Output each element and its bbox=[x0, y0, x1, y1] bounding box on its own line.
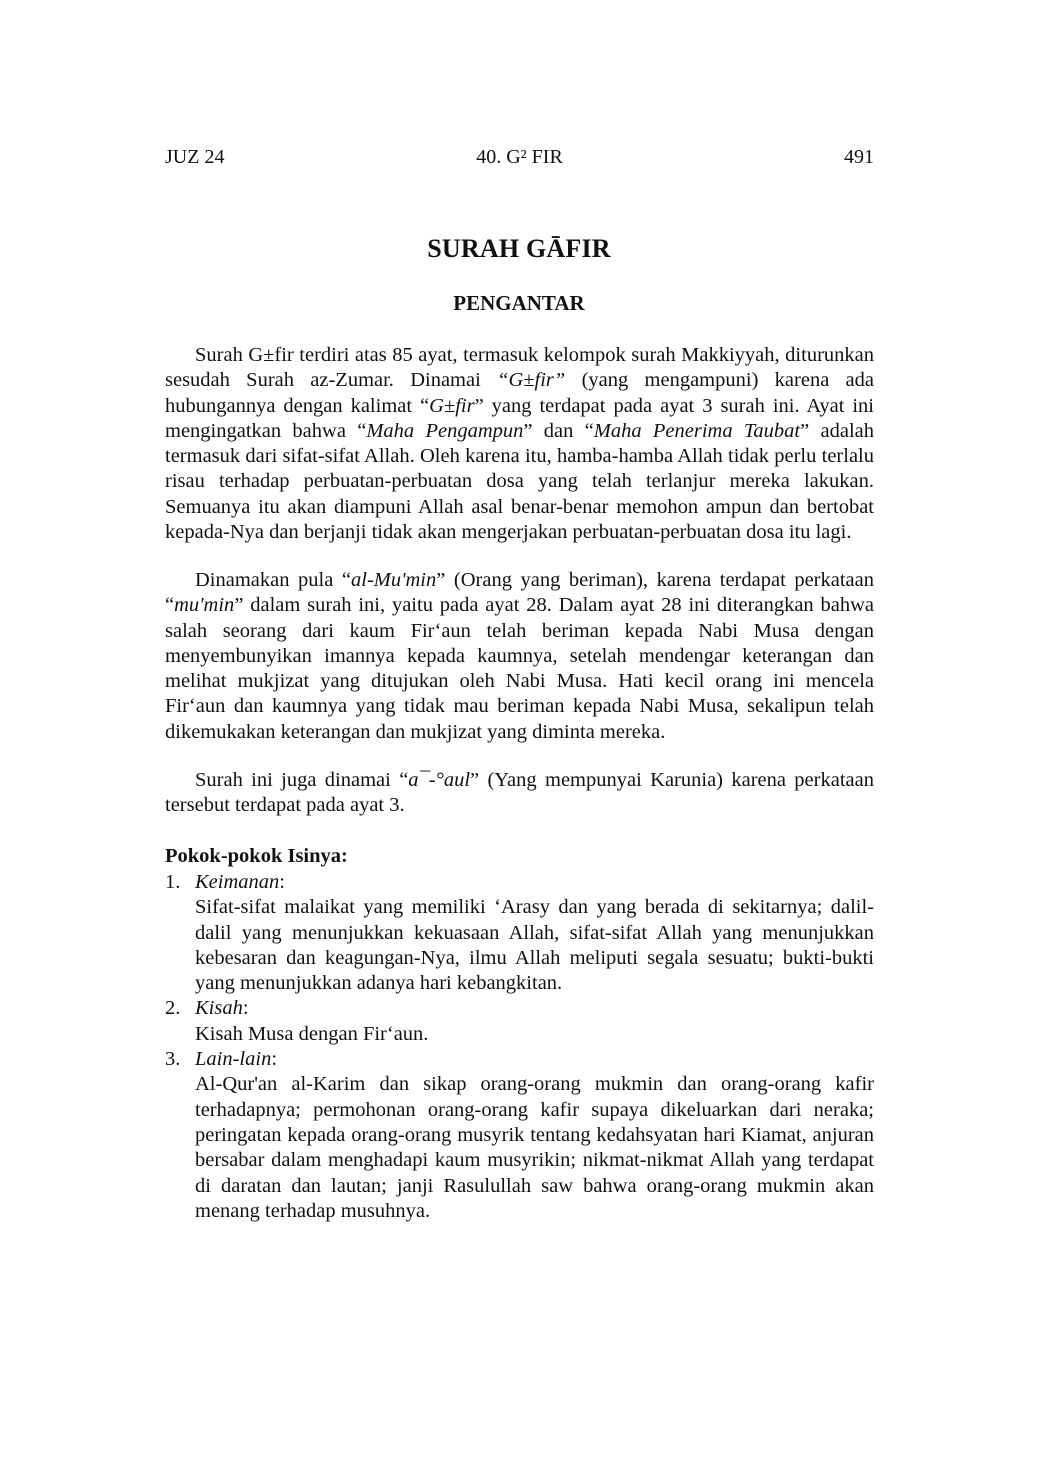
list-item bbox=[165, 1047, 874, 1224]
paragraph-text bbox=[165, 568, 874, 745]
italic-term: G±fir bbox=[429, 394, 475, 417]
list-label bbox=[165, 1047, 874, 1072]
list-description: Sifat-sifat malaikat yang memiliki ‘Arasy dan yang berada di sekitarnya; dalil-dalil yang menunjukkan kekuasaan Allah, sifat-sifat Allah yang menunjukkan kebesaran dan keagungan-Nya, ilmu Allah meliputi segala sesuatu; bukti-bukti yang menunjukkan adanya hari kebangkitan. bbox=[195, 896, 874, 995]
italic-term: “G±fir” bbox=[497, 369, 566, 392]
contents-heading: Pokok-pokok Isinya: bbox=[165, 845, 348, 867]
italic-term: a¯-°aul bbox=[408, 769, 471, 791]
list-number: 2. bbox=[165, 997, 181, 1020]
list-description: Kisah Musa dengan Fir‘aun. bbox=[195, 1022, 429, 1045]
text-run: Surah ini juga dinamai “ bbox=[195, 769, 409, 791]
text-run: ” (Yang mempunyai Karunia) karena perkataan tersebut terdapat pada ayat 3. bbox=[165, 769, 874, 817]
paragraph-text bbox=[165, 343, 874, 545]
contents-list bbox=[165, 870, 874, 1224]
intro-paragraph-1 bbox=[165, 343, 874, 545]
surah-reference: 40. G² FIR bbox=[476, 146, 563, 168]
paragraph-text bbox=[165, 768, 874, 819]
list-item bbox=[165, 996, 874, 1047]
list-label bbox=[165, 996, 874, 1021]
text-run: ” dan “ bbox=[523, 419, 594, 442]
page-number: 491 bbox=[844, 146, 874, 168]
italic-term: Maha Penerima Taubat bbox=[593, 419, 801, 442]
text-run: (yang mengampuni) karena ada hubungannya dengan kalimat “ bbox=[165, 369, 875, 417]
text-run: ” dalam surah ini, yaitu pada ayat 28. Dalam ayat 28 ini diterangkan bahwa salah seorang dari kaum Fir‘aun telah beriman kepada Nabi Musa dengan menyembunyikan imannya kepada kaumnya, setelah mendengar keterangan dan melihat mukjizat yang ditujukan oleh Nabi Musa. Hati kecil orang ini mencela Fir‘aun dan kaumnya yang tidak mau beriman kepada Nabi Musa, sekalipun telah dikemukakan keterangan dan mukjizat yang diminta mereka. bbox=[165, 594, 874, 743]
list-label bbox=[165, 870, 874, 895]
intro-paragraph-2 bbox=[165, 568, 874, 745]
list-number: 3. bbox=[165, 1048, 181, 1071]
label-text: Kisah bbox=[195, 997, 243, 1020]
label-colon: : bbox=[242, 997, 249, 1020]
italic-term: Maha Pengampun bbox=[366, 419, 524, 442]
text-run: ” (Orang yang beriman), karena terdapat perkataan “ bbox=[165, 569, 874, 617]
section-subtitle: PENGANTAR bbox=[453, 291, 585, 315]
text-run: Surah G±fir terdiri atas 85 ayat, termasuk kelompok surah Makkiyyah, diturunkan sesudah Surah az-Zumar. Dinamai bbox=[165, 344, 874, 392]
list-description: Al-Qur'an al-Karim dan sikap orang-orang mukmin dan orang-orang kafir terhadapnya; permohonan orang-orang kafir supaya dikeluarkan dari neraka; peringatan kepada orang-orang musyrik tentang kedahsyatan hari Kiamat, anjuran bersabar dalam menghadapi kaum musyrikin; nikmat-nikmat Allah yang terdapat di daratan dan lautan; janji Rasulullah saw bahwa orang-orang mukmin akan menang terhadap musuhnya. bbox=[195, 1073, 874, 1222]
juz-label: JUZ 24 bbox=[165, 146, 225, 168]
label-text: Keimanan bbox=[195, 871, 280, 893]
label-colon: : bbox=[279, 871, 285, 893]
list-number: 1. bbox=[165, 871, 181, 893]
page-header bbox=[165, 146, 874, 174]
list-item bbox=[165, 870, 874, 996]
label-colon: : bbox=[271, 1048, 278, 1071]
text-run: ” adalah termasuk dari sifat-sifat Allah. Oleh karena itu, hamba-hamba Allah tidak perlu terlalu risau terhadap perbuatan-perbuatan dosa yang telah terlanjur mereka lakukan. Semuanya itu akan diampuni Allah asal benar-benar memohon ampun dan bertobat kepada-Nya dan berjanji tidak akan mengerjakan perbuatan-perbuatan dosa itu lagi. bbox=[165, 419, 875, 544]
italic-term: mu'min bbox=[174, 594, 235, 617]
label-text: Lain-lain bbox=[195, 1048, 272, 1071]
text-run: ” yang terdapat pada ayat 3 surah ini. Ayat ini mengingatkan bahwa “ bbox=[165, 394, 874, 442]
italic-term: al-Mu'min bbox=[351, 569, 437, 591]
surah-title: SURAH GĀFIR bbox=[427, 234, 611, 263]
text-run: Dinamakan pula “ bbox=[195, 569, 351, 591]
intro-paragraph-3 bbox=[165, 768, 874, 819]
